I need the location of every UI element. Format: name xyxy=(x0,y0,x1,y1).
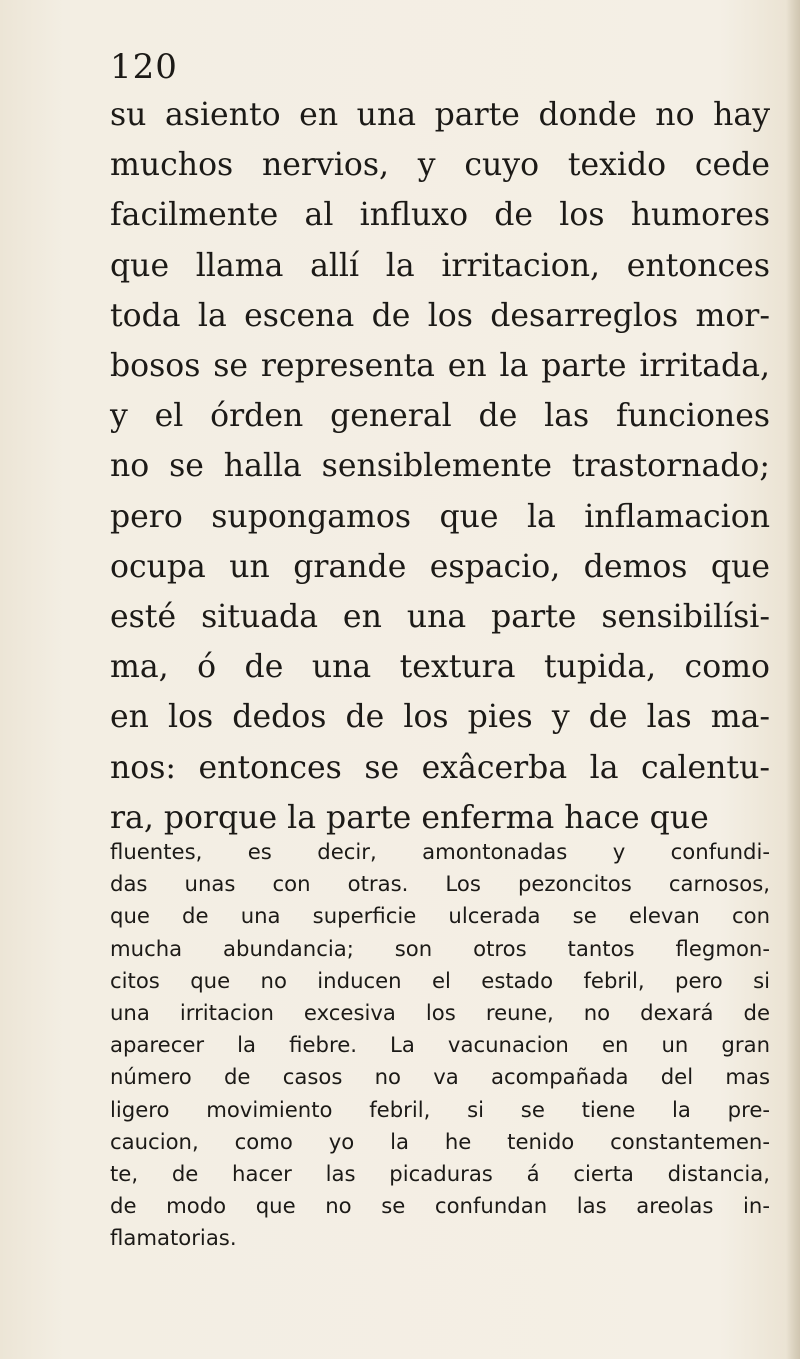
footnote-line: de modo que no se confundan las areolas in- xyxy=(110,1193,770,1219)
footnote-line: das unas con otras. Los pezoncitos carnosos, xyxy=(110,871,770,897)
main-text-line: facilmente al influxo de los humores xyxy=(110,197,770,234)
main-text xyxy=(110,90,770,843)
footnote-line: flamatorias. xyxy=(110,1225,237,1251)
footnote xyxy=(110,836,770,1255)
main-text-line: toda la escena de los desarreglos mor- xyxy=(110,297,770,334)
main-text-line: no se halla sensiblemente trastornado; xyxy=(110,448,770,485)
footnote-line: te, de hacer las picaduras á cierta distancia, xyxy=(110,1161,770,1187)
footnote-line: caucion, como yo la he tenido constantemen- xyxy=(110,1128,770,1154)
main-text-line: bosos se representa en la parte irritada, xyxy=(110,348,770,385)
footnote-line: que de una superficie ulcerada se elevan con xyxy=(110,903,770,929)
footnote-line: citos que no inducen el estado febril, pero si xyxy=(110,967,770,993)
footnote-line: mucha abundancia; son otros tantos flegmon- xyxy=(110,935,770,961)
footnote-line: aparecer la fiebre. La vacunacion en un gran xyxy=(110,1032,770,1058)
main-text-line: y el órden general de las funciones xyxy=(110,398,770,435)
main-text-line: en los dedos de los pies y de las ma- xyxy=(110,699,770,736)
page-edge-shadow xyxy=(786,0,800,1359)
main-text-line: pero supongamos que la inflamacion xyxy=(110,498,770,535)
main-text-line: nos: entonces se exâcerba la calentu- xyxy=(110,749,770,786)
footnote-line: ligero movimiento febril, si se tiene la pre- xyxy=(110,1096,770,1122)
main-text-line: muchos nervios, y cuyo texido cede xyxy=(110,147,770,184)
page-number: 120 xyxy=(110,47,178,87)
footnote-line: número de casos no va acompañada del mas xyxy=(110,1064,770,1090)
main-text-line: su asiento en una parte donde no hay xyxy=(110,97,770,133)
footnote-line: una irritacion excesiva los reune, no dexará de xyxy=(110,1000,770,1026)
main-text-line: ocupa un grande espacio, demos que xyxy=(110,548,770,585)
main-text-line: esté situada en una parte sensibilísi- xyxy=(110,599,770,636)
main-text-line: que llama allí la irritacion, entonces xyxy=(110,247,770,284)
main-text-line: ra, porque la parte enferma hace que xyxy=(110,799,709,836)
main-text-line: ma, ó de una textura tupida, como xyxy=(110,649,770,686)
footnote-line: fluentes, es decir, amontonadas y confundi- xyxy=(110,839,770,864)
